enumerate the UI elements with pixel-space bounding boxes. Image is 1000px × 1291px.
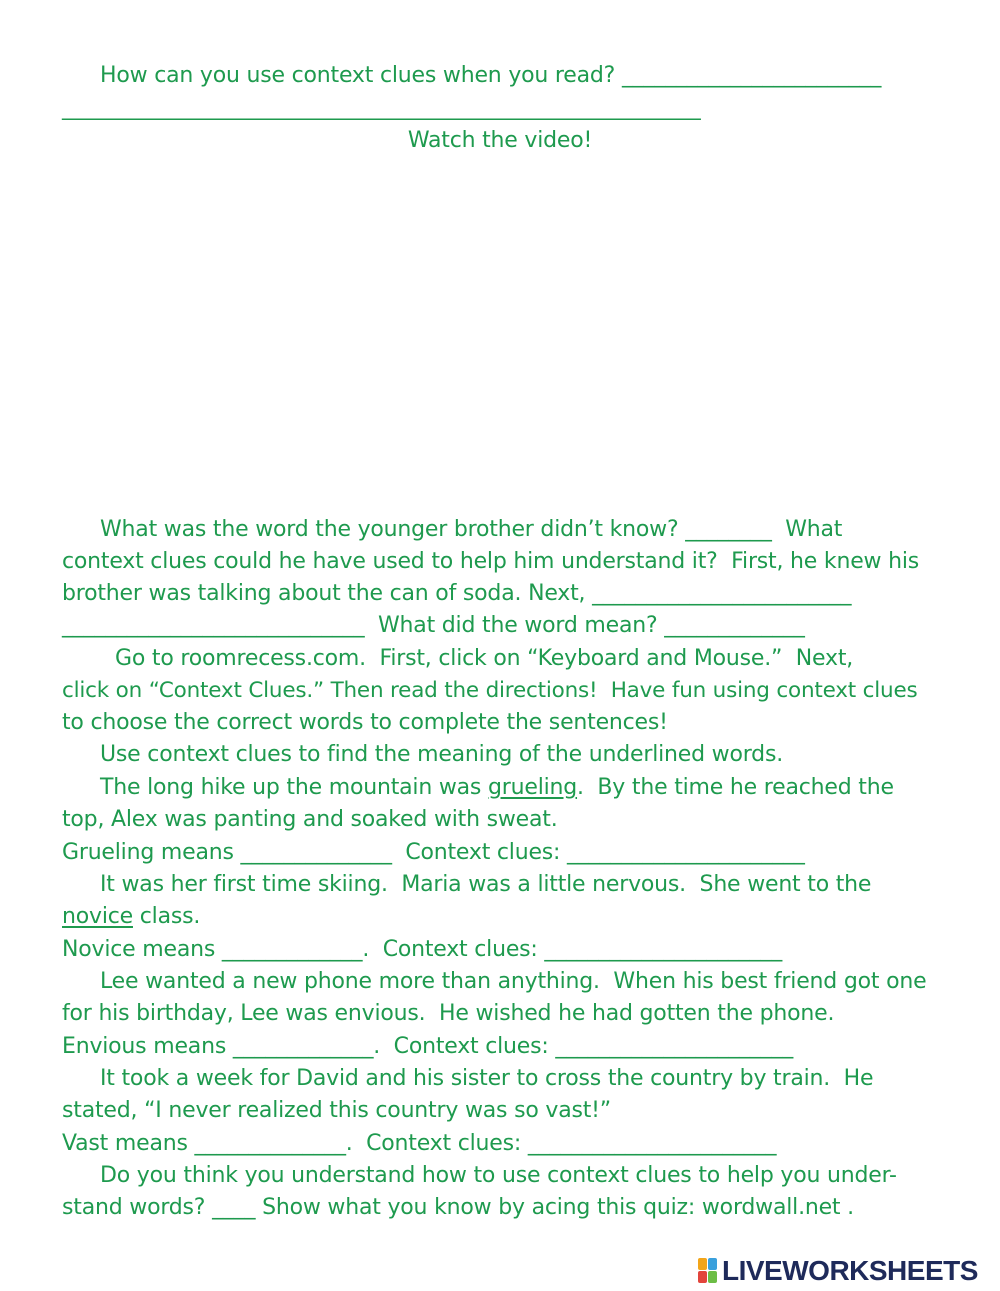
vast-line-1: It took a week for David and his sister to cross the country by train. He bbox=[100, 1066, 874, 1091]
watch-video-heading: Watch the video! bbox=[407, 128, 593, 153]
grueling-post: . By the time he reached the bbox=[577, 775, 894, 800]
liveworksheets-logo-icon bbox=[698, 1258, 718, 1284]
closing-line-2: stand words? ____ Show what you know by acing this quiz: wordwall.net . bbox=[62, 1195, 854, 1220]
brother-line-2: context clues could he have used to help him understand it? First, he knew his bbox=[62, 549, 920, 574]
grueling-line-2: top, Alex was panting and soaked with sweat. bbox=[62, 807, 558, 832]
brother-line-3: brother was talking about the can of soda. Next, ________________________ bbox=[62, 581, 852, 606]
brother-line-1: What was the word the younger brother didn’t know? ________ What bbox=[100, 517, 843, 542]
novice-sentence bbox=[62, 904, 200, 929]
grueling-word: grueling bbox=[488, 775, 578, 800]
roomrecess-line-2: click on “Context Clues.” Then read the directions! Have fun using context clues bbox=[62, 678, 918, 703]
envious-answer-line[interactable]: Envious means _____________. Context clues: ______________________ bbox=[62, 1034, 793, 1059]
liveworksheets-logo-text: LIVEWORKSHEETS bbox=[722, 1255, 978, 1286]
grueling-pre: The long hike up the mountain was bbox=[100, 775, 488, 800]
vast-answer-line[interactable]: Vast means ______________. Context clues: _______________________ bbox=[62, 1131, 777, 1156]
novice-post: class. bbox=[132, 904, 201, 929]
instruction-line: Use context clues to find the meaning of the underlined words. bbox=[100, 742, 784, 767]
grueling-sentence bbox=[100, 775, 894, 800]
liveworksheets-logo[interactable] bbox=[698, 1255, 978, 1287]
question-answer-line[interactable]: ______________________________________________________________ bbox=[62, 96, 701, 120]
grueling-answer-line[interactable]: Grueling means ______________ Context clues: ______________________ bbox=[62, 840, 805, 865]
question-line: How can you use context clues when you read? ________________________ bbox=[100, 63, 882, 88]
vast-line-2: stated, “I never realized this country was so vast!” bbox=[62, 1098, 611, 1123]
roomrecess-line-3: to choose the correct words to complete the sentences! bbox=[62, 710, 668, 735]
roomrecess-line-1: Go to roomrecess.com. First, click on “Keyboard and Mouse.” Next, bbox=[115, 646, 854, 671]
novice-answer-line[interactable]: Novice means _____________. Context clues: ______________________ bbox=[62, 937, 783, 962]
novice-word: novice bbox=[62, 904, 133, 929]
brother-line-4: ____________________________ What did the word mean? _____________ bbox=[62, 613, 805, 638]
novice-line-1: It was her first time skiing. Maria was a little nervous. She went to the bbox=[100, 872, 872, 897]
closing-line-1: Do you think you understand how to use context clues to help you under- bbox=[100, 1163, 897, 1188]
envious-line-1: Lee wanted a new phone more than anything. When his best friend got one bbox=[100, 969, 927, 994]
envious-line-2: for his birthday, Lee was envious. He wished he had gotten the phone. bbox=[62, 1001, 835, 1026]
